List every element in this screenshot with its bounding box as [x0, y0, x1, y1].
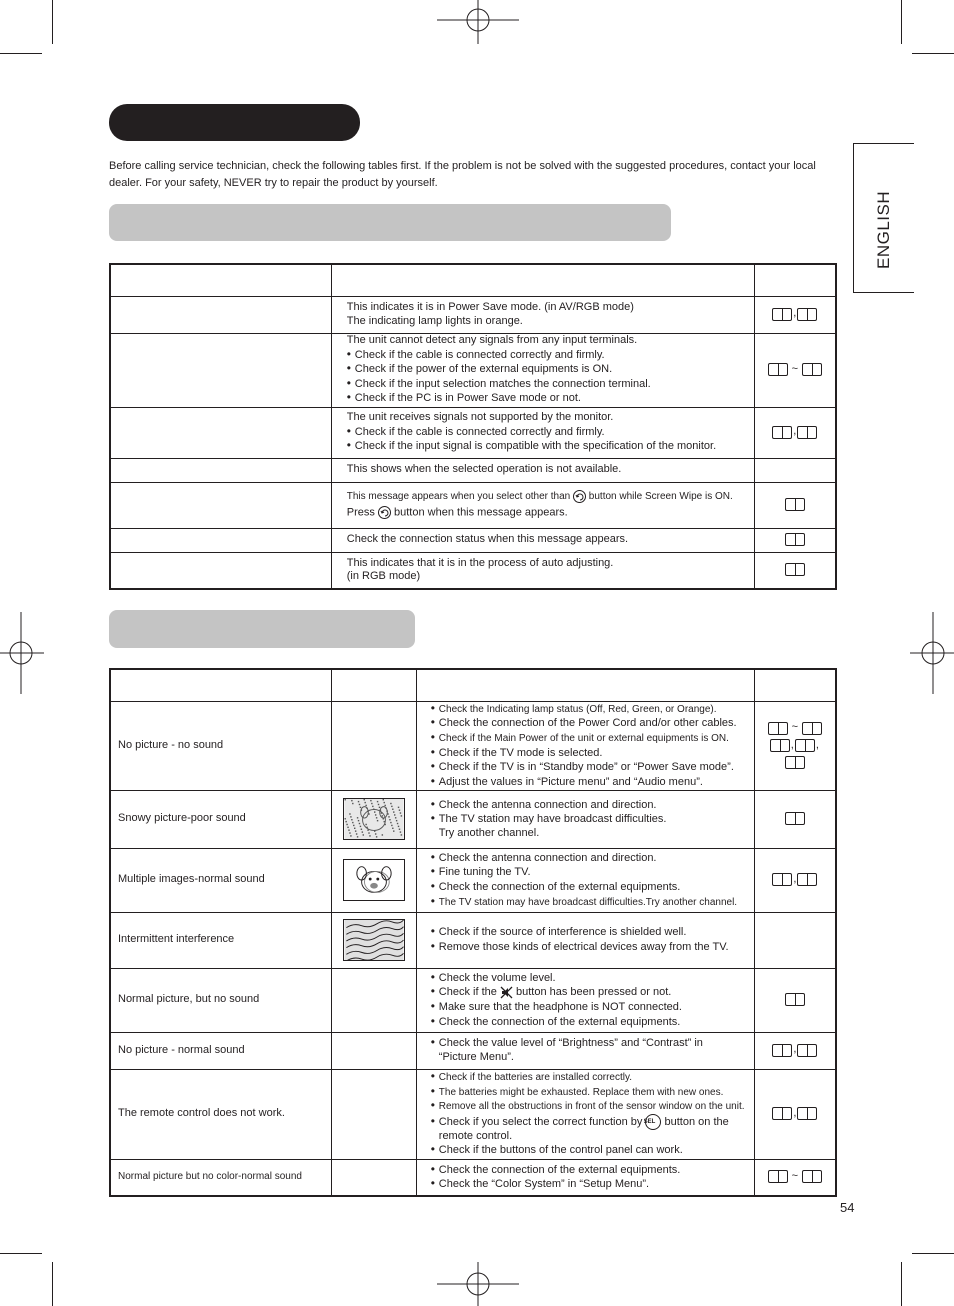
symptom-label: No picture - normal sound	[118, 1043, 245, 1056]
symptom-label: The remote control does not work.	[118, 1107, 285, 1120]
book-icon	[768, 1170, 788, 1183]
remedy-line: • Check if the TV mode is selected.	[431, 746, 750, 761]
reference-cell	[754, 1069, 836, 1159]
reference-cell	[754, 1159, 836, 1196]
registration-mark-right	[910, 612, 954, 694]
header-cell	[754, 264, 836, 296]
description-line: Press button when this message appears.	[346, 506, 568, 519]
book-icon	[797, 308, 817, 321]
separator: ~	[791, 362, 799, 375]
description-line: This message appears when you select other than button while Screen Wipe is ON.	[346, 490, 733, 502]
book-icon	[797, 426, 817, 439]
reference-cell	[754, 528, 836, 552]
description-cell	[331, 458, 754, 482]
return-button-icon	[378, 506, 391, 519]
description-cell	[331, 296, 754, 333]
remedy-line: • Check if the buttons of the control panel can work.	[431, 1143, 750, 1158]
symptom-label: Normal picture but no color-normal sound	[118, 1171, 302, 1183]
header-cell	[110, 264, 331, 296]
image-cell	[331, 701, 416, 790]
reference-cell	[754, 296, 836, 333]
image-cell	[331, 912, 416, 968]
table-row	[110, 407, 836, 458]
message-cell	[110, 552, 331, 589]
crop-mark	[0, 53, 42, 54]
book-icon	[772, 308, 792, 321]
subsection-bar-messages	[109, 204, 671, 241]
reference-cell	[754, 848, 836, 912]
table-row	[110, 790, 836, 848]
book-icon	[768, 722, 788, 735]
header-cell	[331, 669, 416, 701]
symptom-label: No picture - no sound	[118, 738, 224, 751]
description-line: • Check if the cable is connected correctly and firmly.	[347, 348, 746, 363]
reference-cell	[754, 552, 836, 589]
registration-mark-left	[0, 612, 44, 694]
description-line: (in RGB mode)	[346, 570, 421, 583]
remedy-line: • The TV station may have broadcast difficulties.	[431, 812, 750, 827]
remedy-line: • Check the connection of the external equipments.	[431, 880, 750, 895]
remedy-line: • Check the “Color System” in “Setup Menu”.	[431, 1177, 750, 1192]
remedy-line: • Remove all the obstructions in front of the sensor window on the unit.	[431, 1099, 750, 1114]
remedy-line: • Adjust the values in “Picture menu” and “Audio menu”.	[431, 775, 750, 790]
table-row	[110, 968, 836, 1032]
message-cell	[110, 528, 331, 552]
table-row	[110, 912, 836, 968]
table-row	[110, 552, 836, 589]
remedy-line-continued: remote control.	[438, 1129, 513, 1142]
remedy-line: • Check if the button has been pressed or not.	[431, 985, 750, 1000]
remedy-line: • Check if you select the correct function by SEL button on the	[431, 1114, 750, 1130]
book-icon	[785, 993, 805, 1006]
remedy-line: • Check the connection of the external equipments.	[431, 1015, 750, 1030]
message-cell	[110, 333, 331, 407]
remedy-line: • Check the Indicating lamp status (Off, Red, Green, or Orange).	[431, 702, 750, 717]
description-line: The unit receives signals not supported by the monitor.	[346, 411, 614, 424]
symptom-label: Intermittent interference	[118, 933, 235, 946]
table-row	[110, 848, 836, 912]
intro-line: dealer. For your safety, NEVER try to repair the product by yourself.	[109, 177, 438, 189]
remedy-line-continued: “Picture Menu”.	[438, 1051, 514, 1063]
remedy-cell	[416, 1069, 754, 1159]
symptom-cell	[110, 968, 331, 1032]
sel-button-icon	[645, 1114, 661, 1130]
crop-mark	[0, 1253, 42, 1254]
intro-line: Before calling service technician, check the following tables first. If the problem is not be solved with the suggested procedures, contact your local	[109, 160, 816, 172]
image-cell	[331, 1069, 416, 1159]
book-icon	[785, 563, 805, 576]
description-line: The unit cannot detect any signals from any input terminals.	[346, 334, 638, 347]
header-cell	[754, 669, 836, 701]
image-cell	[331, 848, 416, 912]
description-line: This indicates that it is in the process of auto adjusting.	[346, 556, 614, 569]
remedy-cell	[416, 1159, 754, 1196]
symptom-cell	[110, 1159, 331, 1196]
description-line: The indicating lamp lights in orange.	[346, 314, 523, 327]
crop-mark	[52, 1262, 53, 1306]
description-line: • Check if the PC is in Power Save mode or not.	[347, 391, 746, 406]
remedy-line: • Make sure that the headphone is NOT connected.	[431, 1000, 750, 1015]
remedy-line: • Check the antenna connection and direction.	[431, 798, 750, 813]
table-row	[110, 296, 836, 333]
remedy-line-continued: Try another channel.	[438, 826, 540, 839]
header-cell	[331, 264, 754, 296]
separator: ,	[793, 425, 797, 438]
symptom-cell	[110, 701, 331, 790]
mute-icon	[500, 986, 513, 999]
ghost-picture-image	[343, 859, 405, 901]
book-icon	[785, 533, 805, 546]
reference-cell	[754, 701, 836, 790]
description-line: Check the connection status when this message appears.	[346, 533, 629, 546]
image-cell	[331, 968, 416, 1032]
reference-cell	[754, 1032, 836, 1069]
remedy-line: • Check the antenna connection and direction.	[431, 851, 750, 866]
message-cell	[110, 482, 331, 528]
table-row	[110, 701, 836, 790]
remedy-line: • Check the value level of “Brightness” and “Contrast” in	[431, 1036, 750, 1051]
book-icon	[768, 363, 788, 376]
table-row	[110, 1032, 836, 1069]
remedy-line: • Check the connection of the Power Cord and/or other cables.	[431, 716, 750, 731]
subsection-bar-symptoms	[109, 610, 415, 648]
description-cell	[331, 407, 754, 458]
remedy-line: • Check if the TV is in “Standby mode” or “Power Save mode”.	[431, 760, 750, 775]
separator: ,	[793, 1106, 797, 1119]
separator: ~	[791, 1170, 799, 1183]
remedy-cell	[416, 790, 754, 848]
remedy-cell	[416, 968, 754, 1032]
remedy-cell	[416, 701, 754, 790]
image-cell	[331, 1032, 416, 1069]
book-icon	[802, 363, 822, 376]
book-icon	[802, 1170, 822, 1183]
separator: ~	[791, 721, 799, 734]
reference-cell	[754, 458, 836, 482]
symptom-cell	[110, 848, 331, 912]
crop-mark	[52, 0, 53, 44]
message-cell	[110, 296, 331, 333]
table-header-row	[110, 264, 836, 296]
crop-mark	[912, 1253, 954, 1254]
return-button-icon	[573, 490, 586, 503]
table-row	[110, 1159, 836, 1196]
remedy-cell	[416, 912, 754, 968]
description-cell	[331, 552, 754, 589]
crop-mark	[901, 1262, 902, 1306]
sel-label: SEL	[643, 1118, 656, 1125]
remedy-line: • Check if the batteries are installed correctly.	[431, 1070, 750, 1085]
intro-paragraph	[109, 158, 849, 192]
message-cell	[110, 458, 331, 482]
symptom-cell	[110, 1069, 331, 1159]
description-line: This indicates it is in Power Save mode. (in AV/RGB mode)	[346, 300, 634, 313]
table-row	[110, 333, 836, 407]
book-icon	[797, 873, 817, 886]
remedy-line: • Check if the source of interference is shielded well.	[431, 925, 750, 940]
symptom-cell	[110, 790, 331, 848]
table-row	[110, 528, 836, 552]
description-line: This shows when the selected operation is not available.	[346, 463, 622, 476]
remedy-line: • The TV station may have broadcast difficulties.Try another channel.	[431, 895, 750, 910]
separator: ,	[793, 872, 797, 885]
book-icon	[785, 812, 805, 825]
separator: ,	[815, 738, 819, 751]
table-row	[110, 482, 836, 528]
reference-cell	[754, 912, 836, 968]
remedy-line: • Fine tuning the TV.	[431, 865, 750, 880]
remedy-cell	[416, 1032, 754, 1069]
remedy-line: • Check the volume level.	[431, 971, 750, 986]
section-heading-bar	[109, 104, 360, 141]
remedy-line: • Check if the Main Power of the unit or external equipments is ON.	[431, 731, 750, 746]
remedy-line: • The batteries might be exhausted. Replace them with new ones.	[431, 1085, 750, 1100]
message-cell	[110, 407, 331, 458]
registration-mark-top	[437, 0, 519, 44]
description-cell	[331, 528, 754, 552]
remedy-cell	[416, 848, 754, 912]
description-cell	[331, 482, 754, 528]
table-row	[110, 458, 836, 482]
book-icon	[772, 1044, 792, 1057]
book-icon	[797, 1044, 817, 1057]
book-icon	[772, 1107, 792, 1120]
table-header-row	[110, 669, 836, 701]
separator: ,	[793, 307, 797, 320]
image-cell	[331, 790, 416, 848]
description-line: • Check if the input signal is compatible with the specification of the monitor.	[347, 439, 746, 454]
book-icon	[785, 756, 805, 769]
language-label: ENGLISH	[874, 190, 893, 269]
header-cell	[416, 669, 754, 701]
interference-picture-image	[343, 919, 405, 961]
book-icon	[795, 739, 815, 752]
remedy-line: • Remove those kinds of electrical devices away from the TV.	[431, 940, 750, 955]
book-icon	[802, 722, 822, 735]
crop-mark	[912, 53, 954, 54]
book-icon	[772, 873, 792, 886]
symptom-cell	[110, 1032, 331, 1069]
header-cell	[110, 669, 331, 701]
symptom-cell	[110, 912, 331, 968]
book-icon	[785, 498, 805, 511]
registration-mark-bottom	[437, 1262, 519, 1306]
remedy-line: • Check the connection of the external equipments.	[431, 1163, 750, 1178]
reference-cell	[754, 790, 836, 848]
book-icon	[797, 1107, 817, 1120]
separator: ,	[793, 1043, 797, 1056]
separator: ,	[790, 738, 794, 751]
snowy-picture-image	[343, 798, 405, 840]
reference-cell	[754, 482, 836, 528]
description-line: • Check if the cable is connected correctly and firmly.	[347, 425, 746, 440]
book-icon	[770, 739, 790, 752]
table-row	[110, 1069, 836, 1159]
reference-cell	[754, 968, 836, 1032]
page-number: 54	[840, 1200, 855, 1215]
crop-mark	[901, 0, 902, 44]
message-table	[109, 263, 837, 590]
symptom-label: Normal picture, but no sound	[118, 993, 260, 1006]
symptom-table	[109, 668, 837, 1197]
description-cell	[331, 333, 754, 407]
image-cell	[331, 1159, 416, 1196]
description-line: • Check if the input selection matches the connection terminal.	[347, 377, 746, 392]
book-icon	[772, 426, 792, 439]
reference-cell	[754, 407, 836, 458]
description-line: • Check if the power of the external equipments is ON.	[347, 362, 746, 377]
reference-cell	[754, 333, 836, 407]
symptom-label: Multiple images-normal sound	[118, 873, 265, 886]
symptom-label: Snowy picture-poor sound	[118, 812, 246, 825]
